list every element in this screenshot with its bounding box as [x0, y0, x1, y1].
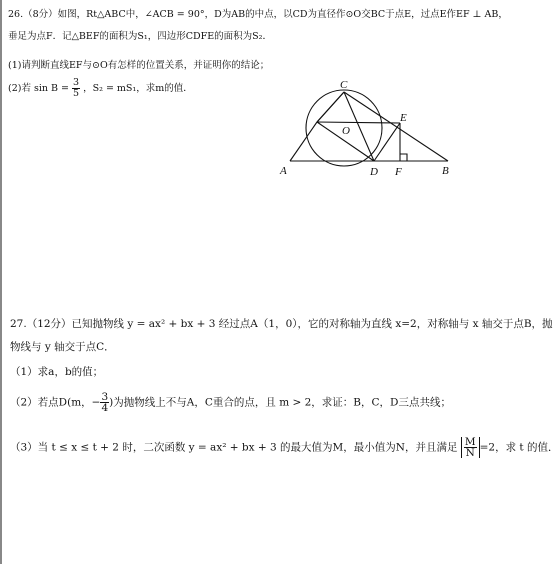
q26-geometry-figure — [280, 76, 470, 181]
q27-part3 — [10, 437, 558, 458]
segment-a-left — [290, 122, 317, 161]
page-left-edge — [0, 0, 2, 564]
q26-line1: 26.（8分）如图，Rt△ABC中，∠ACB = 90°，D为AB的中点，以CD为直径作⊙O交BC于点E，过点E作EF ⊥ AB， — [8, 9, 508, 20]
q26-part2-prefix: (2)若 sin B = — [8, 83, 69, 94]
label-b: B — [442, 165, 449, 177]
label-o: O — [342, 125, 350, 137]
label-f: F — [395, 166, 402, 178]
label-d: D — [370, 166, 378, 178]
label-a: A — [280, 165, 287, 177]
q26-part1: (1)请判断直线EF与⊙O有怎样的位置关系，并证明你的结论； — [8, 60, 270, 71]
q26-line2: 垂足为点F．记△BEF的面积为S₁，四边形CDFE的面积为S₂． — [8, 31, 272, 42]
q27-part2-prefix: （2）若点D(m，− — [10, 396, 101, 409]
q27-part2-suffix: )为抛物线上不与A，C重合的点，且 m > 2，求证：B，C，D三点共线； — [109, 396, 451, 409]
q26-fraction-num: 3 — [73, 77, 80, 88]
q27-part3-suffix: =2，求 t 的值． — [479, 441, 558, 454]
q26-fraction-den: 5 — [73, 88, 80, 99]
q27-line2: 物线与 y 轴交于点C． — [10, 341, 115, 353]
q27-line1: 27.（12分）已知抛物线 y = ax² + bx + 3 经过点A（1，0），它的对称轴为直线 x=2，对称轴与 x 轴交于点B，抛 — [10, 318, 553, 330]
label-e: E — [400, 112, 407, 124]
q27-abs-fraction-num: M — [464, 436, 476, 448]
q26-part2-suffix: ，S₂ = mS₁，求m的值． — [83, 83, 193, 94]
q27-fraction-den: 4 — [101, 402, 109, 414]
q27-fraction-num: 3 — [101, 391, 109, 403]
q27-abs-fraction — [461, 437, 480, 458]
q26-part2 — [8, 78, 193, 99]
label-c: C — [340, 79, 348, 91]
q27-part3-prefix: （3）当 t ≤ x ≤ t + 2 时，二次函数 y = ax² + bx + 3 的最大值为M，最小值为N，并且满足 — [10, 441, 458, 454]
q27-abs-fraction-den: N — [465, 447, 475, 459]
q27-part2 — [10, 392, 451, 413]
q27-part1: （1）求a，b的值； — [10, 366, 104, 378]
q27-fraction — [100, 392, 109, 413]
segment-de — [374, 123, 400, 161]
q26-fraction — [72, 78, 80, 99]
